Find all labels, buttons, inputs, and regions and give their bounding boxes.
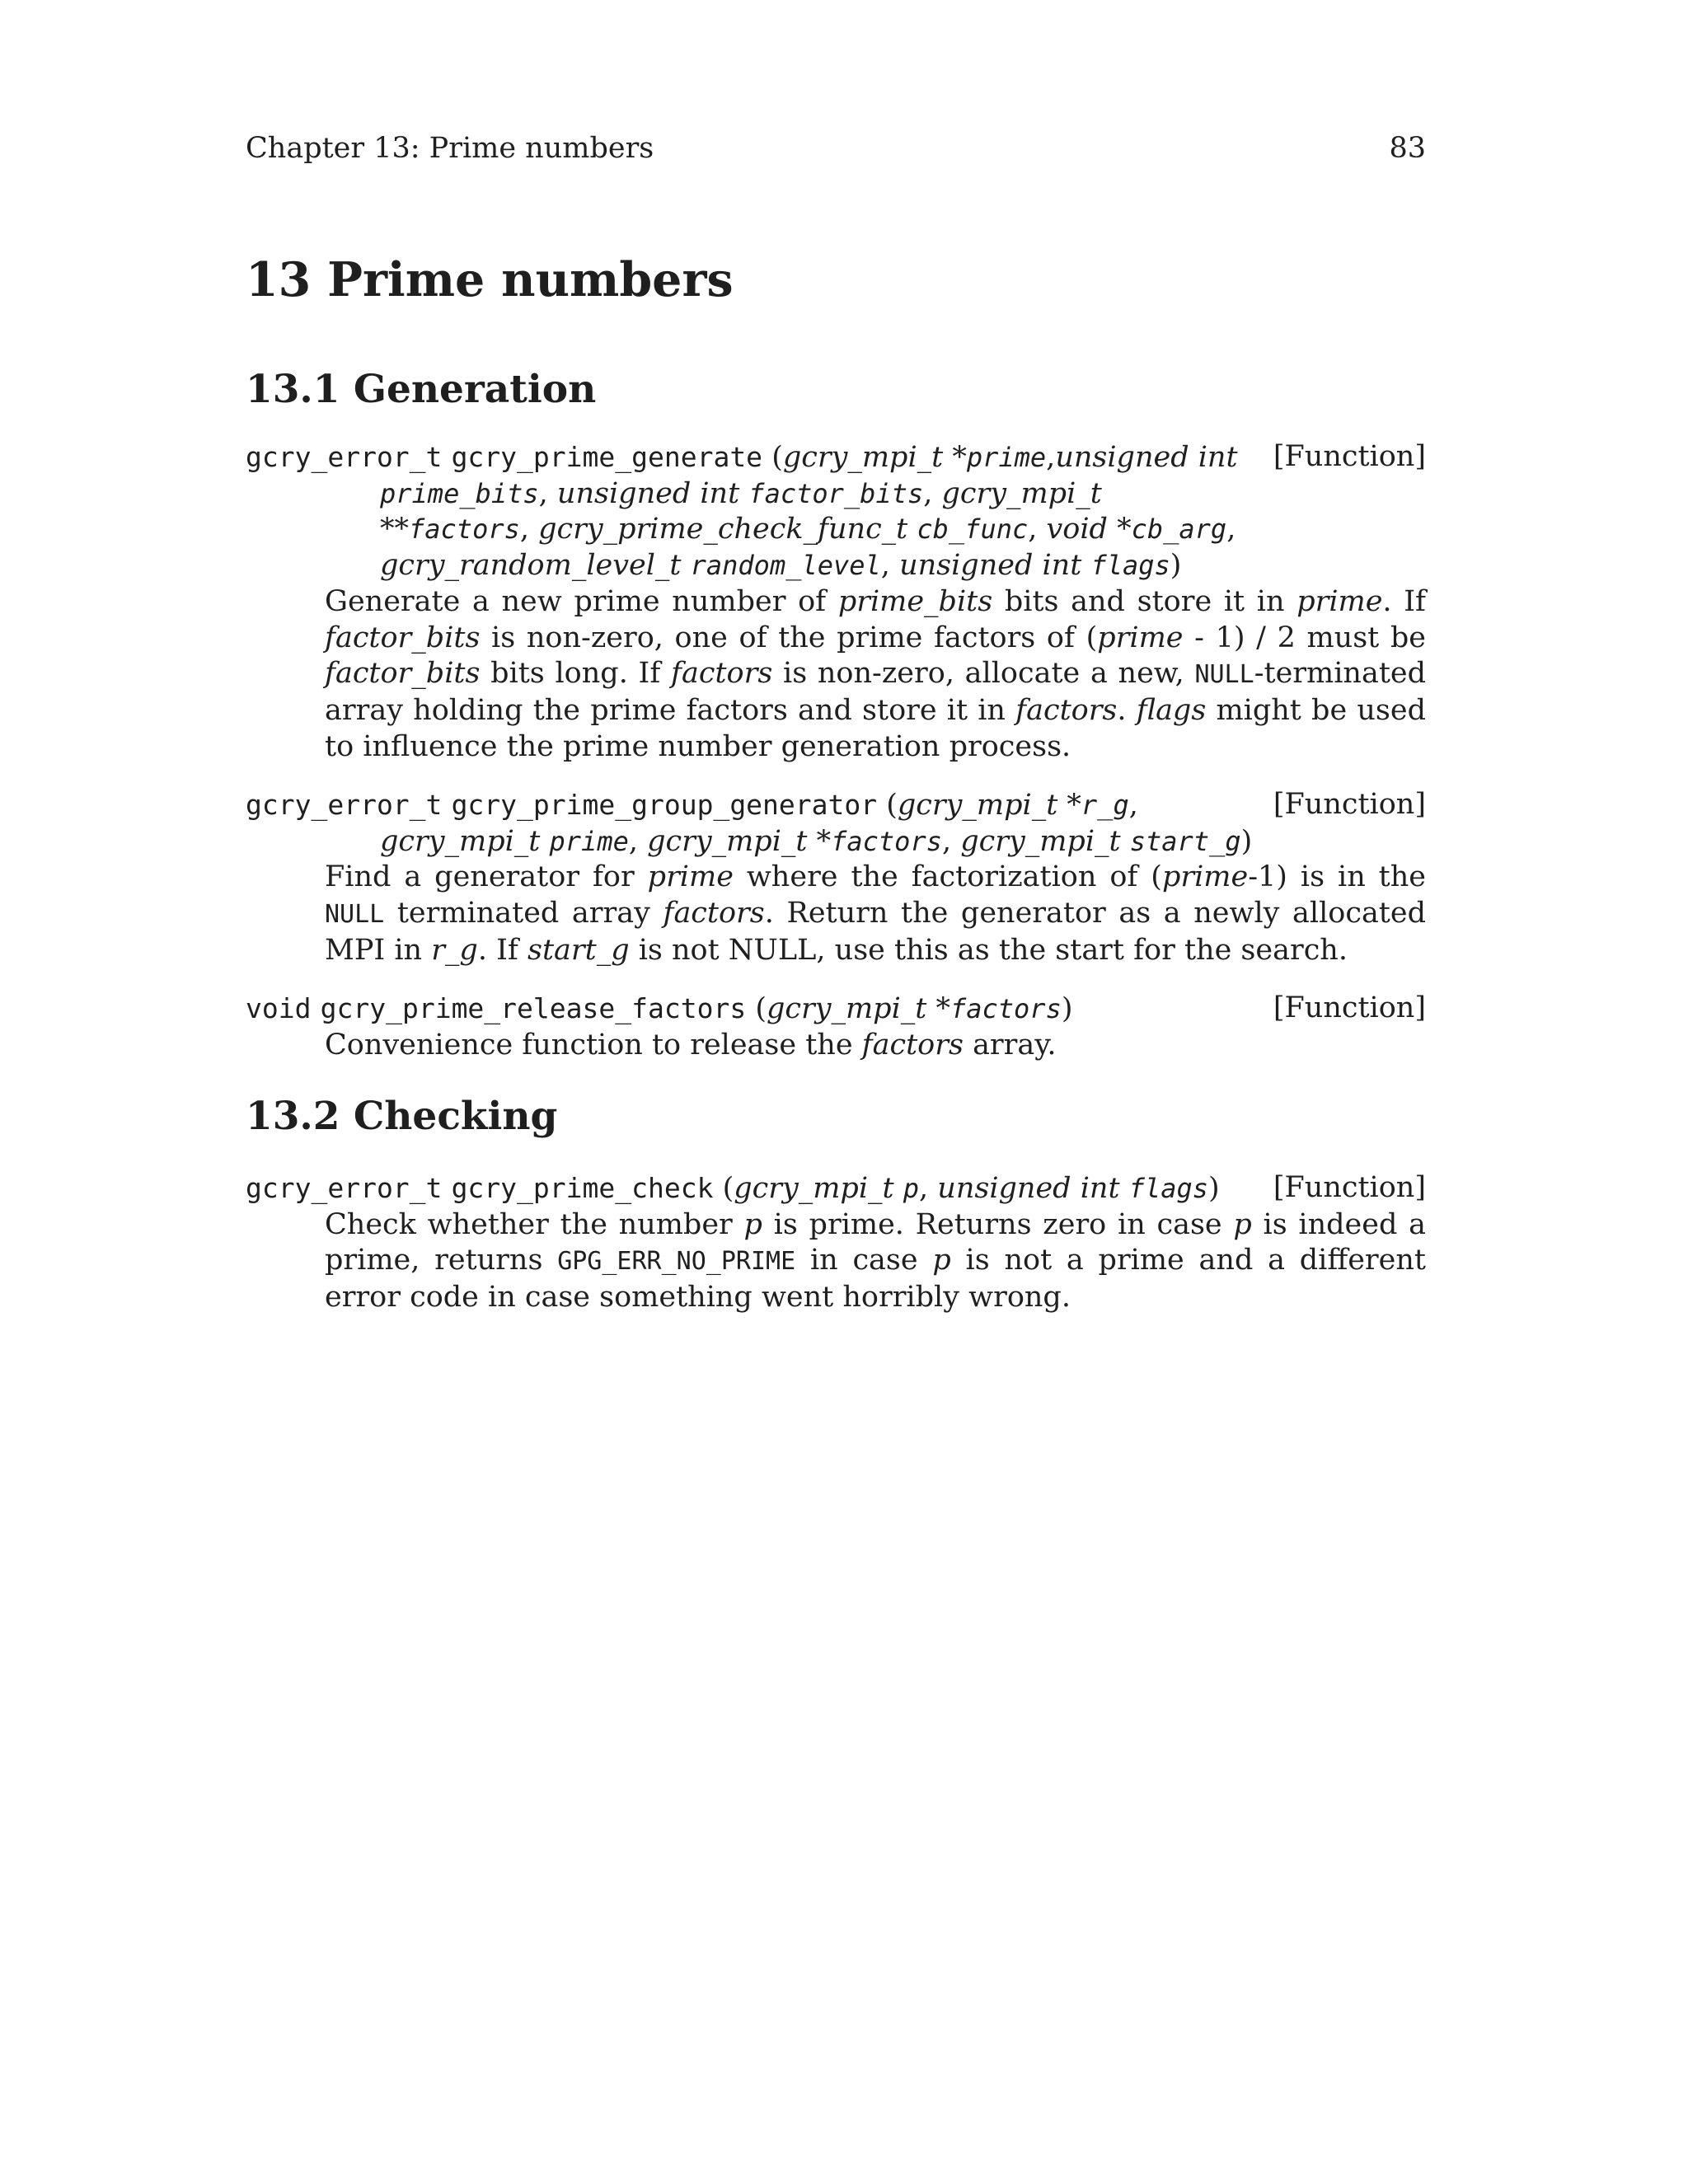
desc-text: Check whether the number [325,1207,744,1241]
desc-var: prime [647,860,734,894]
param-name: p [903,1173,920,1204]
param-name: factors [950,993,1062,1024]
desc-text: . If [477,933,528,967]
section-heading-generation: 13.1 Generation [246,367,597,412]
desc-var: prime [1161,860,1249,894]
desc-text: in case [795,1244,933,1277]
desc-text: terminated array [384,897,663,930]
category-label: [Function] [1273,1171,1426,1204]
param-name: r_g [1081,790,1129,821]
function-description [325,1207,1426,1316]
param-name: start_g [1129,825,1241,857]
desc-var: start_g [528,933,630,967]
category-label: [Function] [1273,991,1426,1024]
desc-var: factors [671,657,773,691]
desc-text: . [1117,693,1137,727]
desc-text: array. [963,1028,1057,1062]
param-name: prime_bits [380,477,539,509]
desc-text: Find a generator for [325,860,648,894]
desc-text: is prime. Returns zero in case [762,1207,1234,1241]
desc-text: is non-zero, one of the prime factors of ( [480,621,1098,654]
desc-text: is non-zero, allocate a new, [772,657,1195,691]
desc-text: Generate a new prime number of [325,584,838,618]
desc-var: prime [1097,621,1184,654]
desc-text: bits long. If [480,657,672,691]
param-type: gcry_prime_check_func_t [538,513,908,546]
param-name: flags [1128,1173,1208,1204]
desc-var: prime_bits [837,584,993,618]
function-description [325,1028,1426,1064]
param-type: gcry_random_level_t [380,549,682,583]
desc-text: is not NULL, use this as the start for the search. [629,933,1348,967]
param-type: unsigned int [899,549,1082,583]
desc-text: bits and store it in [992,584,1297,618]
function-name: gcry_prime_generate [451,441,763,473]
desc-var: prime [1296,584,1383,618]
desc-code: GPG_ERR_NO_PRIME [557,1247,796,1277]
desc-var: p [1233,1207,1252,1241]
param-name: cb_func [917,513,1029,546]
return-type: void [246,992,312,1024]
param-type: gcry_mpi_t ** [380,476,1102,546]
desc-var: factor_bits [325,621,481,654]
desc-text: is indeed a prime, returns [325,1207,1426,1277]
desc-text: . If [1382,584,1427,618]
page-number: 83 [1389,132,1426,165]
param-name: flags [1090,550,1170,582]
param-type: gcry_mpi_t [960,824,1121,858]
return-type: gcry_error_t [246,1172,443,1204]
category-label: [Function] [1273,440,1426,473]
param-name: cb_arg [1131,513,1227,546]
param-type: gcry_mpi_t [734,1172,894,1205]
function-definition-prime-group-generator [246,787,1426,969]
param-type: gcry_mpi_t [380,824,541,858]
desc-text: . Return the generator as a newly allocated MPI in [325,897,1426,967]
param-type: gcry_mpi_t * [897,789,1081,822]
param-name: factors [831,825,942,857]
function-signature: gcry_error_t gcry_prime_generate (gcry_mpi_t *prime,unsigned int prime_bits, unsigned int factor_bits, gcry_mpi_t **factors, gcry_prime_check_func_t cb_func, void *cb_arg, gcry_random_level_t random_level, unsigned int flags) [Function] [246,440,1426,583]
param-type: unsigned int [937,1172,1120,1205]
desc-text: is not a prime and a different error code in case something went horribly wrong. [325,1244,1426,1315]
category-label: [Function] [1273,788,1426,821]
function-definition-prime-generate [246,439,1426,765]
param-name: prime [966,442,1047,473]
desc-var: factors [663,897,765,930]
param-type: void * [1046,513,1132,546]
function-definition-prime-check [246,1170,1426,1316]
desc-text: Convenience function to release the [325,1028,862,1062]
function-signature: void gcry_prime_release_factors (gcry_mpi_t *factors) [Function] [246,991,1426,1025]
param-name: prime [549,825,629,857]
function-description [325,860,1426,968]
function-signature: gcry_error_t gcry_prime_check (gcry_mpi_t p, unsigned int flags) [Function] [246,1171,1426,1205]
desc-var: p [932,1244,951,1277]
desc-code: NULL [1194,660,1254,690]
desc-var: p [743,1207,762,1241]
desc-text: -1) is in the [1248,860,1426,894]
function-name: gcry_prime_release_factors [320,992,747,1024]
desc-var: factors [1015,693,1118,727]
param-type: gcry_mpi_t * [766,992,950,1025]
function-name: gcry_prime_group_generator [451,789,878,821]
function-signature: gcry_error_t gcry_prime_group_generator (gcry_mpi_t *r_g, gcry_mpi_t prime, gcry_mpi_t *factors, gcry_mpi_t start_g) [Function] [246,788,1426,858]
param-name: factors [409,513,520,546]
param-name: random_level [690,550,881,582]
running-header-chapter: Chapter 13: Prime numbers [246,132,654,165]
desc-var: r_g [431,933,478,967]
section-heading-checking: 13.2 Checking [246,1094,558,1139]
desc-var: factors [861,1028,964,1062]
param-type: unsigned int [1055,441,1238,474]
desc-var: factor_bits [325,657,481,691]
param-type: gcry_mpi_t * [647,824,832,858]
return-type: gcry_error_t [246,789,443,821]
return-type: gcry_error_t [246,441,443,473]
desc-text: where the factorization of ( [733,860,1162,894]
param-name: factor_bits [748,477,924,509]
desc-text: - 1) / 2 must be [1183,621,1427,654]
function-definition-prime-release-factors [246,991,1426,1063]
function-description [325,584,1426,766]
desc-text: might be used to influence the prime number generation process. [325,693,1426,763]
desc-var: flags [1136,693,1207,727]
chapter-heading: 13 Prime numbers [246,252,734,307]
param-type: unsigned int [556,476,740,510]
desc-text: -terminated array holding the prime factors and store it in [325,657,1426,727]
function-name: gcry_prime_check [451,1172,714,1204]
desc-code: NULL [325,900,385,930]
param-type: gcry_mpi_t * [782,441,967,474]
running-header [246,132,1426,165]
